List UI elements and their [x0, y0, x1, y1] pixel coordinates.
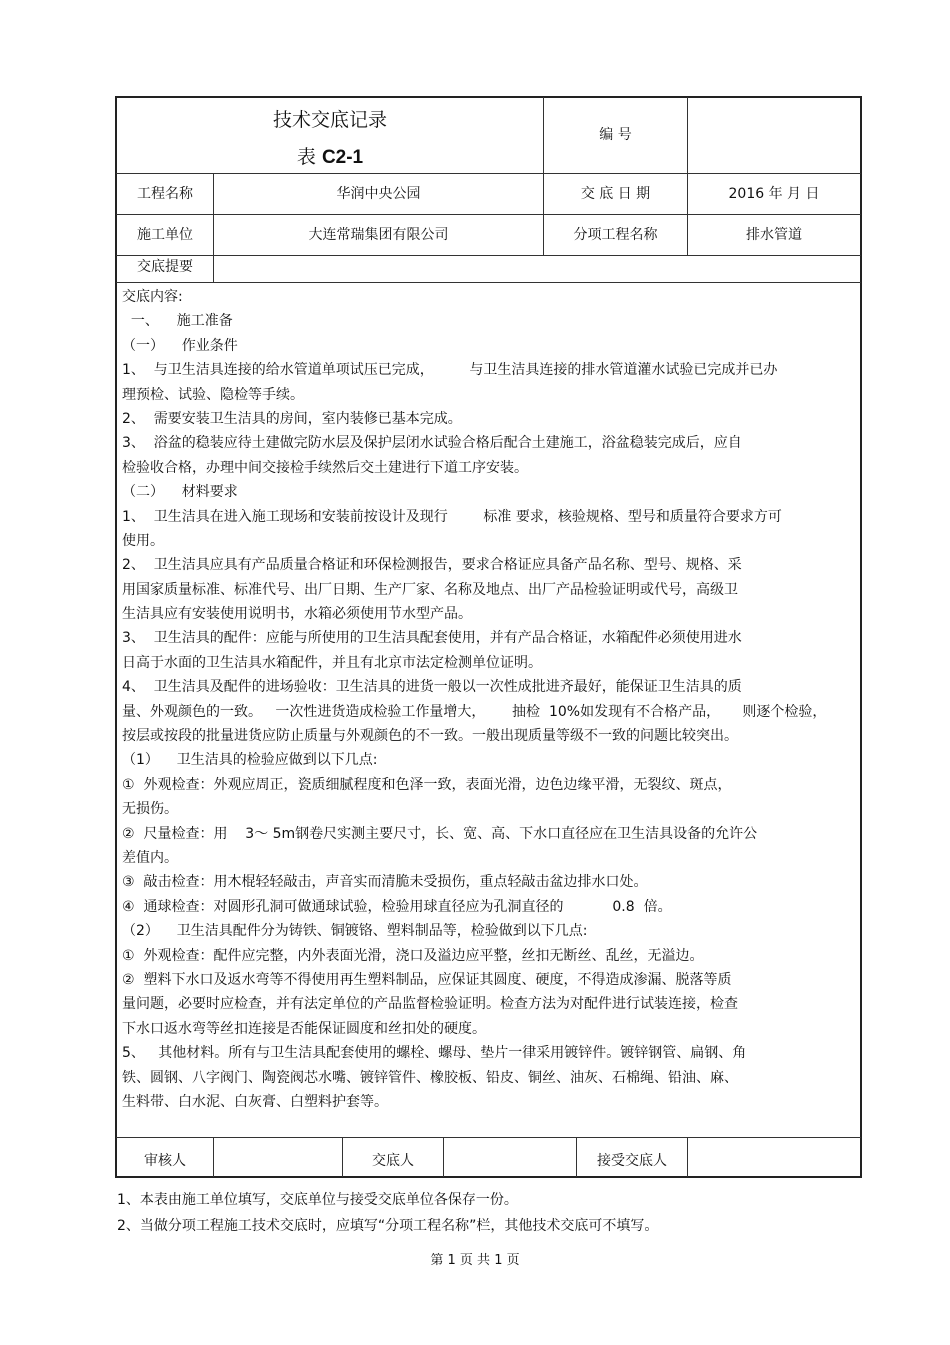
content-line: （二） 材料要求 [122, 484, 238, 501]
content-line: 1、 卫生洁具在进入施工现场和安装前按设计及现行 标准 要求，核验规格、型号和质量符合要求方可 [122, 508, 782, 525]
note-item: 1、本表由施工单位填写，交底单位与接受交底单位各保存一份。 [117, 1192, 518, 1208]
row-divider-summary [116, 282, 861, 283]
content-line: 1、 与卫生洁具连接的给水管道单项试压已完成， 与卫生洁具连接的排水管道灌水试验已完成并已办 [122, 362, 778, 379]
note-item: 2、当做分项工程施工技术交底时，应填写“分项工程名称”栏，其他技术交底可不填写。 [117, 1218, 659, 1234]
summary-label: 交底提要 [137, 259, 193, 275]
content-line: 日高于水面的卫生洁具水箱配件，并且有北京市法定检测单位证明。 [122, 654, 542, 671]
project-name-value: 华润中央公园 [336, 186, 421, 202]
discloser-label: 交底人 [372, 1153, 414, 1169]
content-line: 量、外观颜色的一致。 一次性进货造成检验工作量增大， 抽检 10%如发现有不合格产品， 则逐个检验， [122, 703, 827, 720]
content-line: 生洁具应有安装使用说明书，水箱必须使用节水型产品。 [122, 606, 472, 623]
disclosure-content [122, 285, 857, 1114]
date-label: 交 底 日 期 [580, 186, 651, 202]
content-line: 4、 卫生洁具及配件的进场验收：卫生洁具的进货一般以一次性成批进齐最好，能保证卫生洁具的质 [122, 679, 742, 696]
row-divider-header [116, 173, 861, 174]
content-line: 检验收合格，办理中间交接检手续然后交土建进行下道工序安装。 [122, 459, 528, 476]
row-divider-content [116, 1137, 861, 1138]
form-notes [117, 1187, 897, 1239]
project-name-label: 工程名称 [137, 186, 193, 202]
content-line: （2） 卫生洁具配件分为铸铁、铜镀铬、塑料制品等，检验做到以下几点: [122, 923, 588, 940]
sig-divider-5 [687, 1138, 688, 1177]
content-line: ④ 通球检查：对圆形孔洞可做通球试验，检验用球直径应为孔洞直径的 0.8 倍。 [122, 898, 672, 915]
content-line: 理预检、试验、隐检等手续。 [122, 386, 304, 403]
contractor-label: 施工单位 [137, 227, 193, 243]
content-line: 差值内。 [122, 849, 178, 866]
content-line: （1） 卫生洁具的检验应做到以下几点: [122, 752, 378, 769]
page-number: 第 1 页 共 1 页 [430, 1253, 520, 1268]
content-line: 用国家质量标准、标准代号、出厂日期、生产厂家、名称及地点、出厂产品检验证明或代号，高级卫 [122, 581, 738, 598]
subproject-value: 排水管道 [746, 227, 802, 243]
content-line: 一、 施工准备 [122, 313, 233, 330]
content-line: ② 尺量检查：用 3～ 5m钢卷尺实测主要尺寸，长、宽、高、下水口直径应在卫生洁具设备的允许公 [122, 825, 758, 842]
content-line: 生料带、白水泥、白灰膏、白塑料护套等。 [122, 1093, 388, 1110]
form-title: 技术交底记录 [272, 109, 387, 131]
content-line: 3、 浴盆的稳装应待土建做完防水层及保护层闭水试验合格后配合土建施工，浴盆稳装完成后，应自 [122, 435, 742, 452]
row-divider-contractor [116, 255, 861, 256]
content-line: 2、 需要安装卫生洁具的房间，室内装修已基本完成。 [122, 410, 462, 427]
number-label: 编 号 [599, 127, 632, 143]
content-line: （一） 作业条件 [122, 337, 238, 354]
subproject-label: 分项工程名称 [573, 227, 658, 243]
contractor-value: 大连常瑞集团有限公司 [308, 227, 449, 243]
content-line: 量问题，必要时应检查，并有法定单位的产品监督检验证明。检查方法为对配件进行试装连接，检查 [122, 996, 738, 1013]
content-line: 按层或按段的批量进货应防止质量与外观颜色的不一致。一般出现质量等级不一致的问题比较突出。 [122, 728, 738, 745]
content-line: ① 外观检查：配件应完整，内外表面光滑，浇口及溢边应平整，丝扣无断丝、乱丝，无溢边。 [122, 947, 704, 964]
reviewer-label: 审核人 [144, 1153, 186, 1169]
content-line: 2、 卫生洁具应具有产品质量合格证和环保检测报告，要求合格证应具备产品名称、型号、规格、采 [122, 557, 742, 574]
content-line: 下水口返水弯等丝扣连接是否能保证圆度和丝扣处的硬度。 [122, 1020, 486, 1037]
content-line: 3、 卫生洁具的配件：应能与所使用的卫生洁具配套使用，并有产品合格证，水箱配件必须使用进水 [122, 630, 742, 647]
date-value: 2016 年 月 日 [728, 186, 820, 202]
content-line: ③ 敲击检查：用木棍轻轻敲击，声音实而清脆未受损伤，重点轻敲击盆边排水口处。 [122, 874, 648, 891]
row-divider-project [116, 214, 861, 215]
form-code: 表 C2-1 [296, 146, 364, 168]
content-line: ① 外观检查：外观应周正，瓷质细腻程度和色泽一致，表面光滑，边色边缘平滑，无裂纹、斑点， [122, 776, 732, 793]
content-line: ② 塑料下水口及返水弯等不得使用再生塑料制品，应保证其圆度、硬度，不得造成渗漏、脱落等质 [122, 971, 732, 988]
receiver-label: 接受交底人 [597, 1153, 667, 1169]
sig-divider-1 [213, 1138, 214, 1177]
content-line: 铁、圆钢、八字阀门、陶瓷阀芯水嘴、镀锌管件、橡胶板、铅皮、铜丝、油灰、石棉绳、铅油、麻、 [122, 1069, 738, 1086]
content-line: 交底内容: [122, 289, 183, 305]
content-line: 使用。 [122, 532, 164, 549]
content-line: 无损伤。 [122, 801, 178, 818]
sig-divider-3 [443, 1138, 444, 1177]
content-line: 5、 其他材料。所有与卫生洁具配套使用的螺栓、螺母、垫片一律采用镀锌件。镀锌钢管、扁钢、角 [122, 1045, 747, 1062]
